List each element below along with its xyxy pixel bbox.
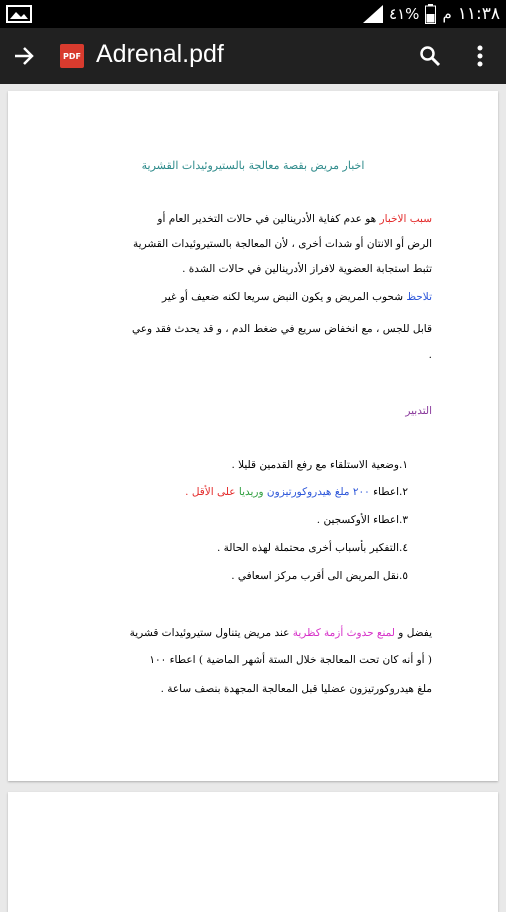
list-item: ١.وضعية الاستلقاء مع رفع القدمين قليلا . [231, 459, 408, 471]
list-item: ٤.التفكير بأسباب أخرى محتملة لهذه الحالة . [216, 542, 408, 554]
pdf-file-icon-label: PDF [63, 51, 81, 61]
battery-percent: ٤١% [389, 5, 420, 23]
paragraph-line: ملغ هيدروكورتيزون عضليا قبل المعالجة المجهدة بنصف ساعة . [160, 683, 432, 695]
status-right [363, 2, 500, 26]
paragraph-line: ( أو أنه كان تحت المعالجة خلال الستة أشهر الماضية ) اعطاء ١٠٠ [149, 654, 432, 666]
app-bar [0, 28, 506, 84]
pdf-page[interactable] [8, 91, 498, 781]
document-title: Adrenal.pdf [96, 40, 224, 68]
list-item: ٣.اعطاء الأوكسجين . [316, 514, 408, 526]
battery-icon [425, 4, 436, 24]
paragraph-line [157, 213, 432, 225]
signal-icon [363, 5, 383, 23]
paragraph-line [162, 291, 432, 303]
paragraph-line: تثبط استجابة العضوية لافراز الأدرينالين في حالات الشدة . [182, 263, 432, 275]
am-pm: م [442, 5, 452, 23]
paragraph-text: يفضل و [398, 627, 432, 639]
paragraph-text: عند مريض يتناول ستيروئيدات قشرية [129, 627, 290, 639]
step-suffix: على الأقل . [185, 486, 236, 498]
drug-dose: ٢٠٠ ملغ هيدروكورتيزون [266, 486, 370, 498]
clock: ١١:٣٨ [457, 4, 500, 24]
step-prefix: ٢.اعطاء [373, 486, 408, 498]
list-item: ٥.نقل المريض الى أقرب مركز اسعافي . [231, 570, 408, 582]
reason-label: سبب الاخبار [379, 213, 432, 225]
pdf-page-next[interactable] [8, 792, 498, 912]
pdf-file-icon [60, 44, 84, 68]
observe-label: تلاحظ [406, 291, 432, 303]
search-icon[interactable] [418, 44, 442, 68]
overflow-menu-icon[interactable] [470, 42, 490, 70]
paragraph-text: هو عدم كفاية الأدرينالين في حالات التخدير العام أو [157, 213, 377, 225]
highlight-text: لمنع حدوث أزمة كظرية [292, 627, 395, 639]
back-arrow-icon[interactable] [10, 42, 38, 70]
paragraph-line: قابل للجس ، مع انخفاض سريع في ضغط الدم ، و قد يحدث فقد وعي [131, 323, 432, 335]
paragraph-line: الرض أو الانتان أو شدات أخرى ، لأن المعالجة بالستيروئيدات القشرية [133, 238, 432, 250]
paragraph-line: . [428, 349, 432, 361]
list-item [185, 486, 408, 498]
paragraph-line [130, 627, 432, 639]
gallery-notification-icon [6, 5, 32, 23]
management-heading: التدبير [405, 405, 432, 417]
status-bar [0, 0, 506, 28]
document-heading: اخبار مريض بقصة معالجة بالستيروئيدات القشرية [141, 159, 365, 172]
drug-route: وريديا [238, 486, 264, 498]
paragraph-text: شحوب المريض و يكون النبض سريعا لكنه ضعيف أو غير [162, 291, 403, 303]
